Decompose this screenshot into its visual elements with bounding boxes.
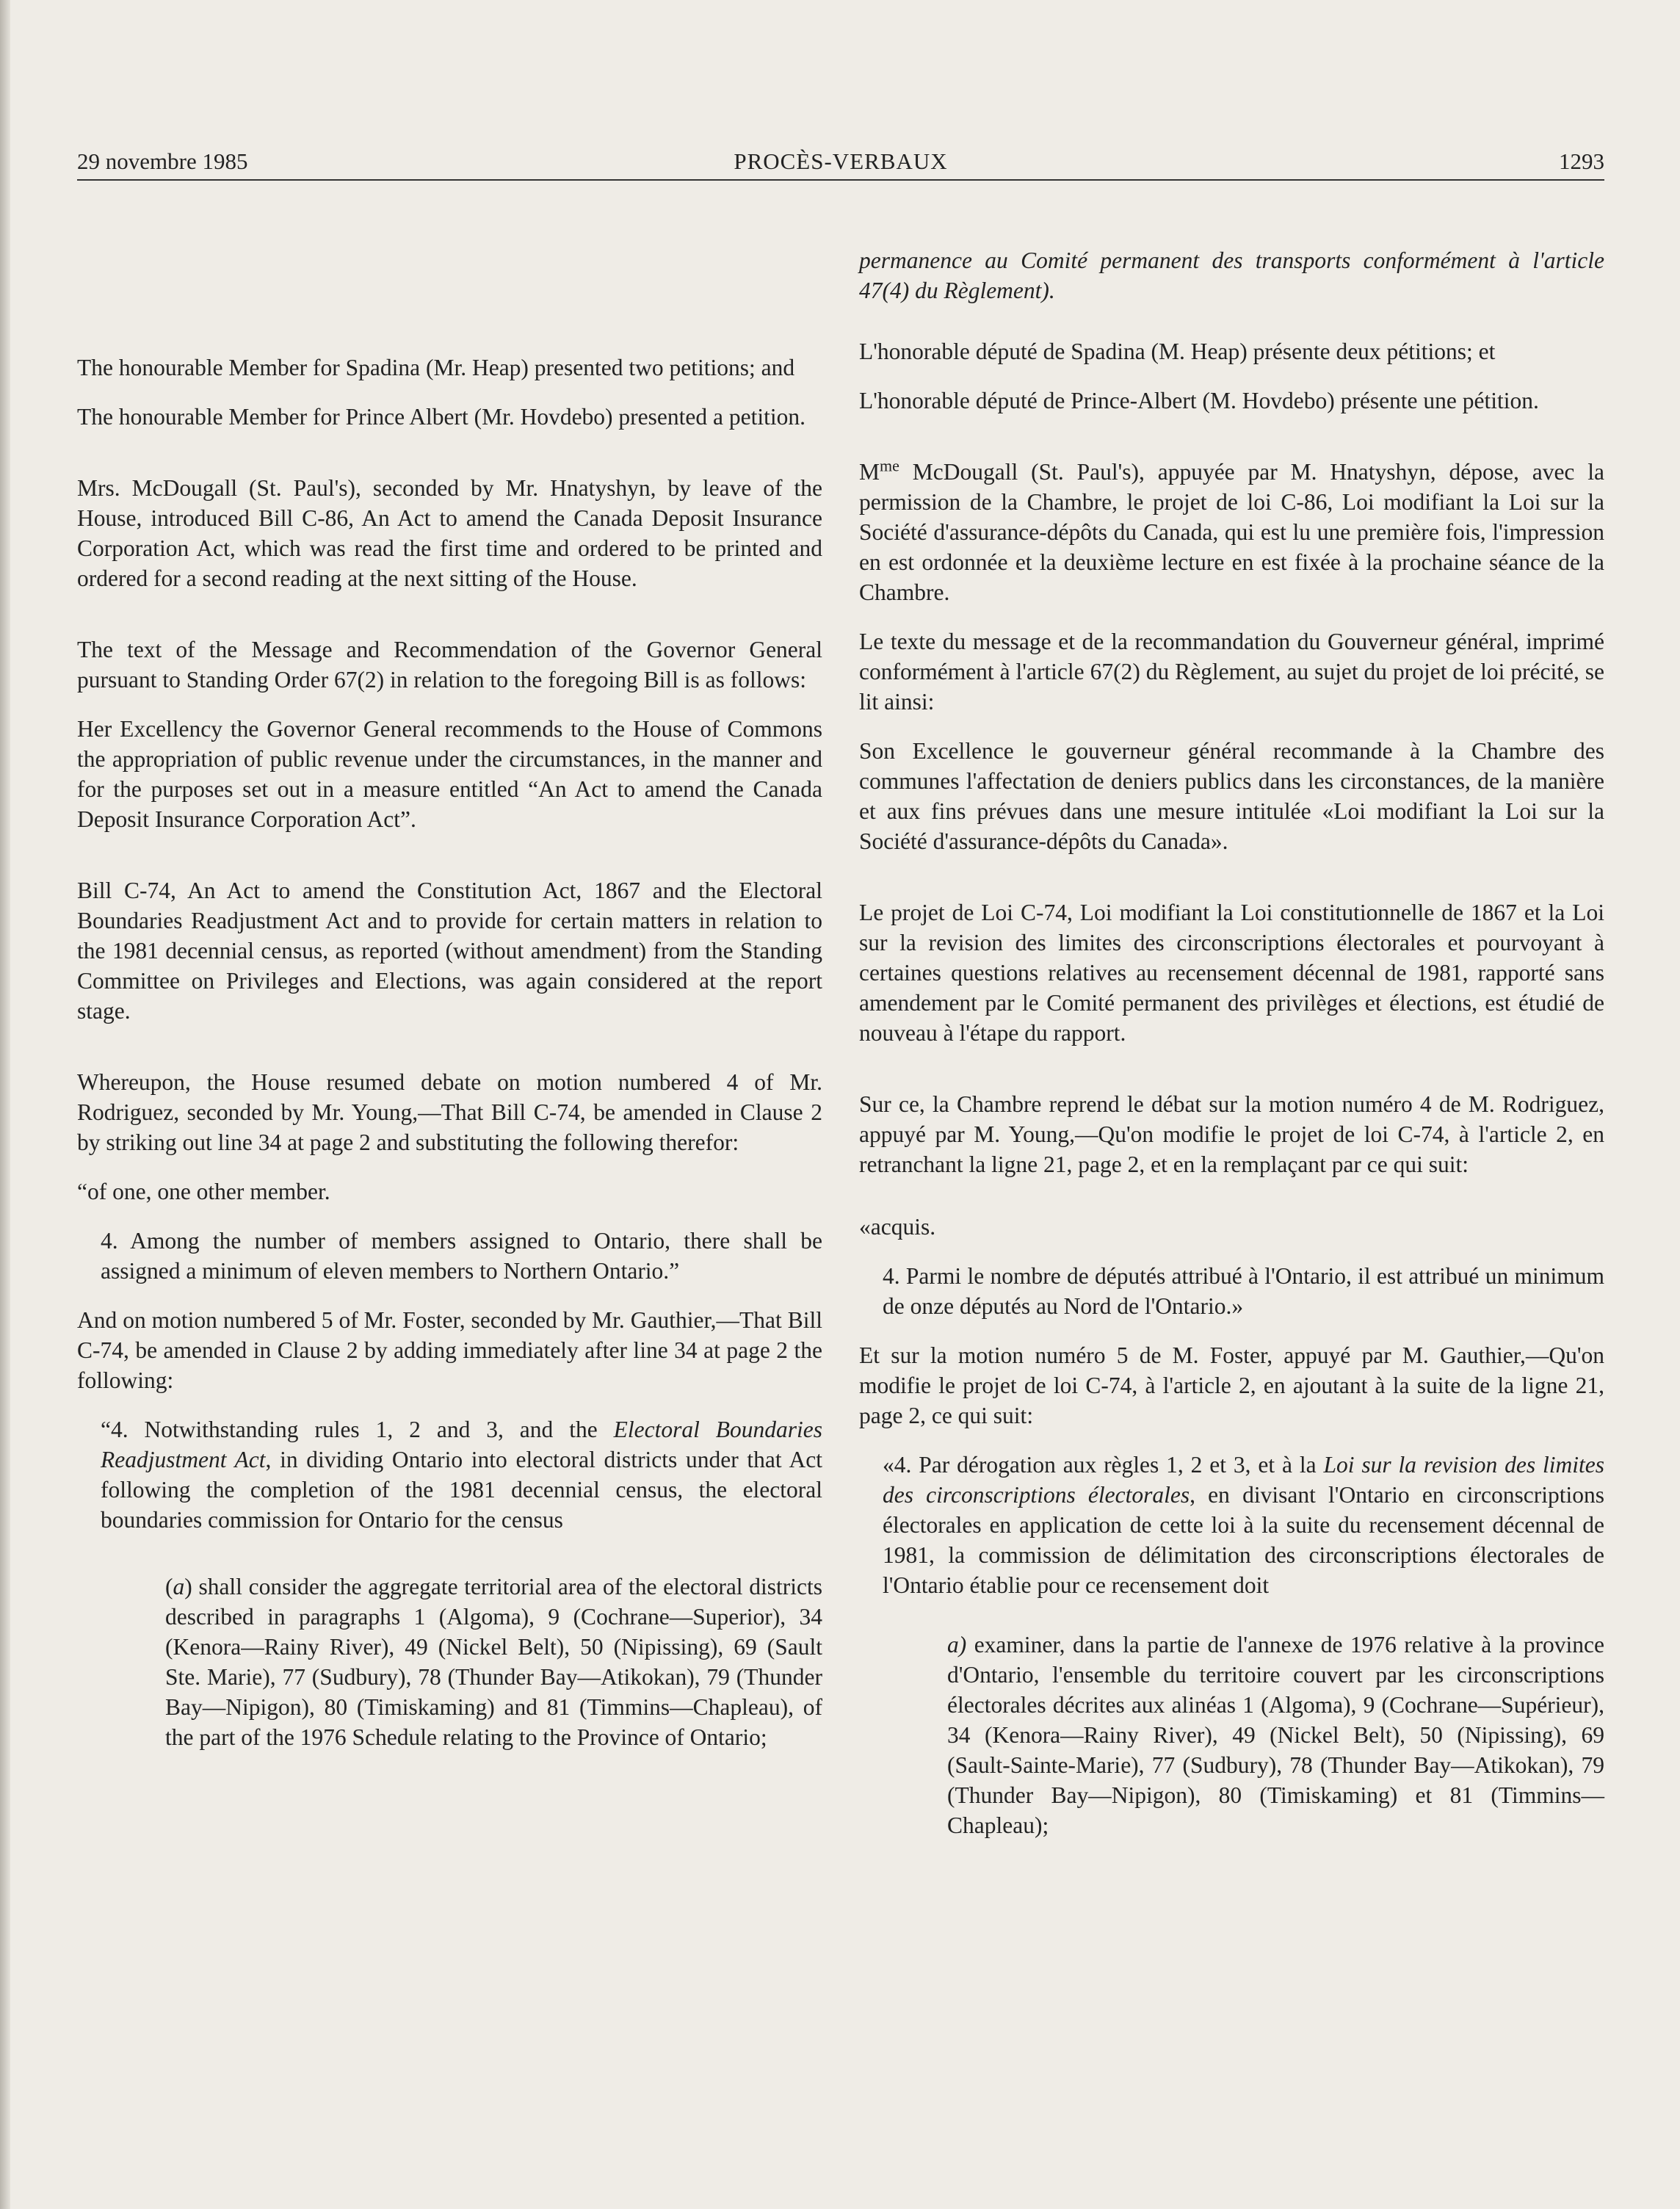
para-recommendation: Her Excellency the Governor General recommends to the House of Commons the appropriation of public revenue under the circumstances, in the manner and for the purposes set out in a measure entitled “An Act to amend the Canada Deposit Insurance Corporation Act”.	[77, 716, 822, 832]
para-petitions-spadina-fr: L'honorable député de Spadina (M. Heap) présente deux pétitions; et	[859, 339, 1496, 364]
header-title: PROCÈS-VERBAUX	[734, 148, 948, 174]
para-motion-5: And on motion numbered 5 of Mr. Foster, seconded by Mr. Gauthier,—That Bill C-74, be amended in Clause 2 by adding immediately after line 34 at page 2 the following:	[77, 1307, 822, 1393]
para-par-derogation: «4. Par dérogation aux règles 1, 2 et 3, et à la Loi sur la revision des limites des circonscriptions électorales, en divisant l'Ontario en circonscriptions électorales en application de cette loi à la suite du recensement décennal de 1981, la commission de délimitation des circonscriptions électorales de l'Ontario établie pour ce recensement doit	[883, 1452, 1604, 1598]
header-date: 29 novembre 1985	[77, 148, 248, 174]
para-bill-c86-fr: $M^{me}$ McDougall (St. Paul's), appuyée par M. Hnatyshyn, dépose, avec la permission de la Chambre, le projet de loi C-86, Loi modifiant la Loi sur la Société d'assurance-dépôts du Canada, qui est lu une première fois, l'impression en est ordonnée et la deuxième lecture en est fixée à la prochaine séance de la Chambre.	[859, 456, 1604, 605]
page-number: 1293	[1559, 148, 1604, 174]
para-recommendation-fr: Son Excellence le gouverneur général recommande à la Chambre des communes l'affectation de deniers publics dans les circonstances, de la manière et aux fins prévues dans une mesure intitulée «Loi modifiant la Loi sur la Société d'assurance-dépôts du Canada».	[859, 738, 1604, 854]
para-subclause-a: (a) shall consider the aggregate territorial area of the electoral districts described in paragraphs 1 (Algoma), 9 (Cochrane—Superior), 34 (Kenora—Rainy River), 49 (Nickel Belt), 50 (Nipissing), 69 (Sault Ste. Marie), 77 (Sudbury), 78 (Thunder Bay—Atikokan), 79 (Thunder Bay—Nipigon), 80 (Timiskaming) and 81 (Timmins—Chapleau), of the part of the 1976 Schedule relating to the Province of Ontario;	[165, 1574, 822, 1750]
page-spine	[0, 0, 10, 2209]
para-bill-c86: Mrs. McDougall (St. Paul's), seconded by Mr. Hnatyshyn, by leave of the House, introduced Bill C-86, An Act to amend the Canada Deposit Insurance Corporation Act, which was read the first time and ordered to be printed and ordered for a second reading at the next sitting of the House.	[77, 475, 822, 591]
para-motion-4-fr: Sur ce, la Chambre reprend le débat sur la motion numéro 4 de M. Rodriguez, appuyé par M. Young,—Qu'on modifie le projet de loi C-74, à l'article 2, en retranchant la ligne 21, page 2, et en la remplaçant par ce qui suit:	[859, 1091, 1604, 1177]
page-header	[77, 144, 1604, 181]
french-column	[859, 245, 1604, 1859]
para-continuation: permanence au Comité permanent des transports conformément à l'article 47(4) du Règlement).	[859, 247, 1604, 303]
para-amendment-clause-4-fr: 4. Parmi le nombre de députés attribué à l'Ontario, il est attribué un minimum de onze députés au Nord de l'Ontario.»	[883, 1263, 1604, 1319]
para-petitions-spadina: The honourable Member for Spadina (Mr. Heap) presented two petitions; and	[77, 355, 795, 380]
para-petition-prince-albert: The honourable Member for Prince Albert (Mr. Hovdebo) presented a petition.	[77, 404, 805, 430]
english-column	[77, 242, 822, 1771]
para-message-intro: The text of the Message and Recommendation of the Governor General pursuant to Standing Order 67(2) in relation to the foregoing Bill is as follows:	[77, 637, 822, 693]
para-message-intro-fr: Le texte du message et de la recommandation du Gouverneur général, imprimé conformément à l'article 67(2) du Règlement, au sujet du projet de loi précité, se lit ainsi:	[859, 629, 1604, 715]
para-subclause-a-fr: a) examiner, dans la partie de l'annexe de 1976 relative à la province d'Ontario, l'ensemble du territoire couvert par les circonscriptions électorales décrites aux alinéas 1 (Algoma), 9 (Cochrane—Supérieur), 34 (Kenora—Rainy River), 49 (Nickel Belt), 50 (Nipissing), 69 (Sault-Sainte-Marie), 77 (Sudbury), 78 (Thunder Bay—Atikokan), 79 (Thunder Bay—Nipigon), 80 (Timiskaming) et 81 (Timmins—Chapleau);	[947, 1632, 1604, 1838]
para-bill-c74-fr: Le projet de Loi C-74, Loi modifiant la Loi constitutionnelle de 1867 et la Loi sur la revision des limites des circonscriptions électorales et pourvoyant à certaines questions relatives au recensement décennal de 1981, rapporté sans amendement par le Comité permanent des privilèges et élections, est étudié de nouveau à l'étape du rapport.	[859, 900, 1604, 1046]
para-amendment-clause-4: 4. Among the number of members assigned to Ontario, there shall be assigned a minimum of eleven members to Northern Ontario.”	[101, 1228, 822, 1284]
para-petition-prince-albert-fr: L'honorable député de Prince-Albert (M. Hovdebo) présente une pétition.	[859, 388, 1539, 413]
para-amendment-quote: “of one, one other member.	[77, 1179, 330, 1204]
para-motion-5-fr: Et sur la motion numéro 5 de M. Foster, appuyé par M. Gauthier,—Qu'on modifie le projet de loi C-74, à l'article 2, en ajoutant à la suite de la ligne 21, page 2, ce qui suit:	[859, 1342, 1604, 1428]
para-bill-c74: Bill C-74, An Act to amend the Constitution Act, 1867 and the Electoral Boundaries Readjustment Act and to provide for certain matters in relation to the 1981 decennial census, as reported (without amendment) from the Standing Committee on Privileges and Elections, was again considered at the report stage.	[77, 878, 822, 1024]
para-amendment-quote-fr: «acquis.	[859, 1214, 936, 1240]
para-notwithstanding: “4. Notwithstanding rules 1, 2 and 3, and the Electoral Boundaries Readjustment Act, in dividing Ontario into electoral districts under that Act following the completion of the 1981 decennial census, the electoral boundaries commission for Ontario for the census	[101, 1417, 822, 1533]
para-motion-4: Whereupon, the House resumed debate on motion numbered 4 of Mr. Rodriguez, seconded by Mr. Young,—That Bill C-74, be amended in Clause 2 by striking out line 34 at page 2 and substituting the following therefor:	[77, 1069, 822, 1155]
